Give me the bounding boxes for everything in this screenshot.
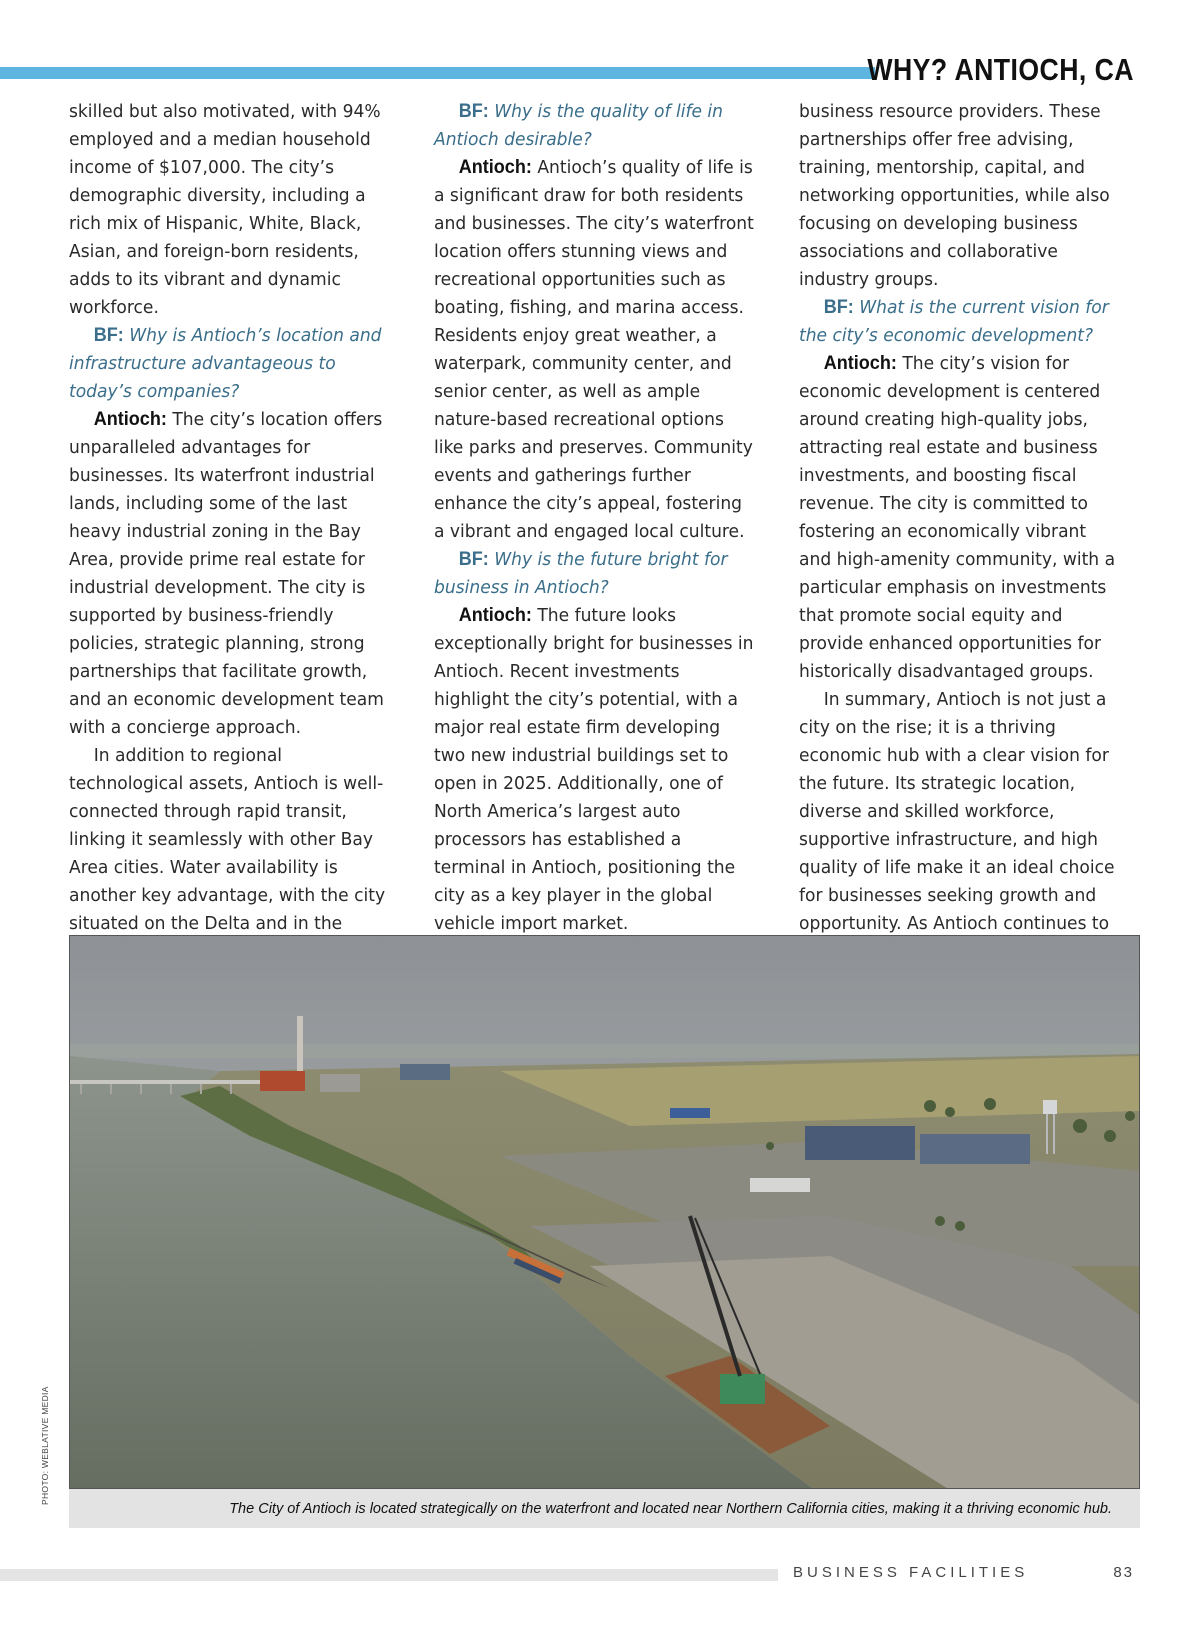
question-label: BF: xyxy=(823,297,854,318)
question xyxy=(434,98,755,154)
aerial-photo-illustration xyxy=(70,936,1140,1489)
photo-caption: The City of Antioch is located strategically on the waterfront and located near Northern California cities, making it a thriving economic hub. xyxy=(229,1501,1112,1517)
article-column-right xyxy=(799,98,1120,1050)
answer-text: The city’s vision for economic development is centered around creating high-quality jobs, attracting real estate and business investments, and boosting fiscal revenue. The city is committed to fostering an economically vibrant and high-amenity community, with a particular emphasis on investments that promote social equity and provide enhanced opportunities for historically disadvantaged groups. xyxy=(799,353,1116,682)
photo-figure xyxy=(69,935,1140,1528)
paragraph: skilled but also motivated, with 94% employed and a median household income of $107,000. The city’s demographic diversity, including a rich mix of Hispanic, White, Black, Asian, and foreign-born residents, adds to its vibrant and dynamic workforce. xyxy=(69,101,381,318)
footer-magazine-name: BUSINESS FACILITIES xyxy=(793,1564,1029,1581)
paragraph-text: In summary, Antioch is not just a city on the rise; it is a thriving economic hub with a clear vision for the future. Its strategic location, diverse and skilled workforce, supportive infrastructure, and high quality of life make it an ideal choice for businesses seeking growth and opportunity. As Antioch continues to xyxy=(799,689,1115,934)
answer xyxy=(69,406,390,742)
answer-text: The city’s location offers unparalleled advantages for businesses. Its waterfront industrial lands, including some of the last heavy industrial zoning in the Bay Area, provide prime real estate for industrial development. The city is supported by business-friendly policies, strategic planning, strong partnerships that facilitate growth, and an economic development team with a concierge approach. xyxy=(69,409,384,738)
question-label: BF: xyxy=(458,549,489,570)
question-text: Why is the future bright for business in Antioch? xyxy=(434,549,728,598)
section-title: WHY? ANTIOCH, CA xyxy=(867,52,1134,87)
paragraph: In addition to regional technological assets, Antioch is well-connected through rapid transit, linking it seamlessly with other Bay Area cities. Water availability is another key advantage, with the city situated on the Delta and in the xyxy=(69,745,386,934)
question xyxy=(69,322,390,406)
question-text: Why is the quality of life in Antioch desirable? xyxy=(434,101,724,150)
aerial-photo xyxy=(69,935,1140,1489)
question xyxy=(434,546,755,602)
answer-label: Antioch: xyxy=(93,409,167,430)
answer-label: Antioch: xyxy=(458,605,532,626)
footer-bar xyxy=(0,1569,778,1581)
question xyxy=(799,294,1120,350)
answer-text: Antioch’s quality of life is a significant draw for both residents and businesses. The city’s waterfront location offers stunning views and recreational opportunities such as boating, fishing, and marina access. Residents enjoy great weather, a waterpark, community center, and senior center, as well as ample nature-based recreational options like parks and preserves. Community events and gatherings further enhance the city’s appeal, fostering a vibrant and engaged local culture. xyxy=(434,157,754,542)
photo-credit: PHOTO: WEBLATIVE MEDIA xyxy=(40,1386,50,1505)
article-column-left xyxy=(69,98,390,994)
question-text: Why is Antioch’s location and infrastructure advantageous to today’s companies? xyxy=(69,325,382,402)
paragraph: business resource providers. These partnerships offer free advising, training, mentorship, capital, and networking opportunities, while also focusing on developing business associations and collaborative industry groups. xyxy=(799,101,1110,290)
article-column-middle xyxy=(434,98,755,1050)
answer-text: The future looks exceptionally bright for businesses in Antioch. Recent investments highlight the city’s potential, with a major real estate firm developing two new industrial buildings set to open in 2025. Additionally, one of North America’s largest auto processors has established a terminal in Antioch, positioning the city as a key player in the global vehicle import market. xyxy=(434,605,754,934)
header-accent-bar xyxy=(0,67,875,79)
answer xyxy=(799,350,1120,686)
answer-label: Antioch: xyxy=(823,353,897,374)
page-number: 83 xyxy=(1113,1564,1134,1581)
question-label: BF: xyxy=(458,101,489,122)
question-text: What is the current vision for the city’s economic development? xyxy=(799,297,1109,346)
question-label: BF: xyxy=(93,325,124,346)
answer-label: Antioch: xyxy=(458,157,532,178)
answer xyxy=(434,154,755,546)
answer xyxy=(434,602,755,938)
